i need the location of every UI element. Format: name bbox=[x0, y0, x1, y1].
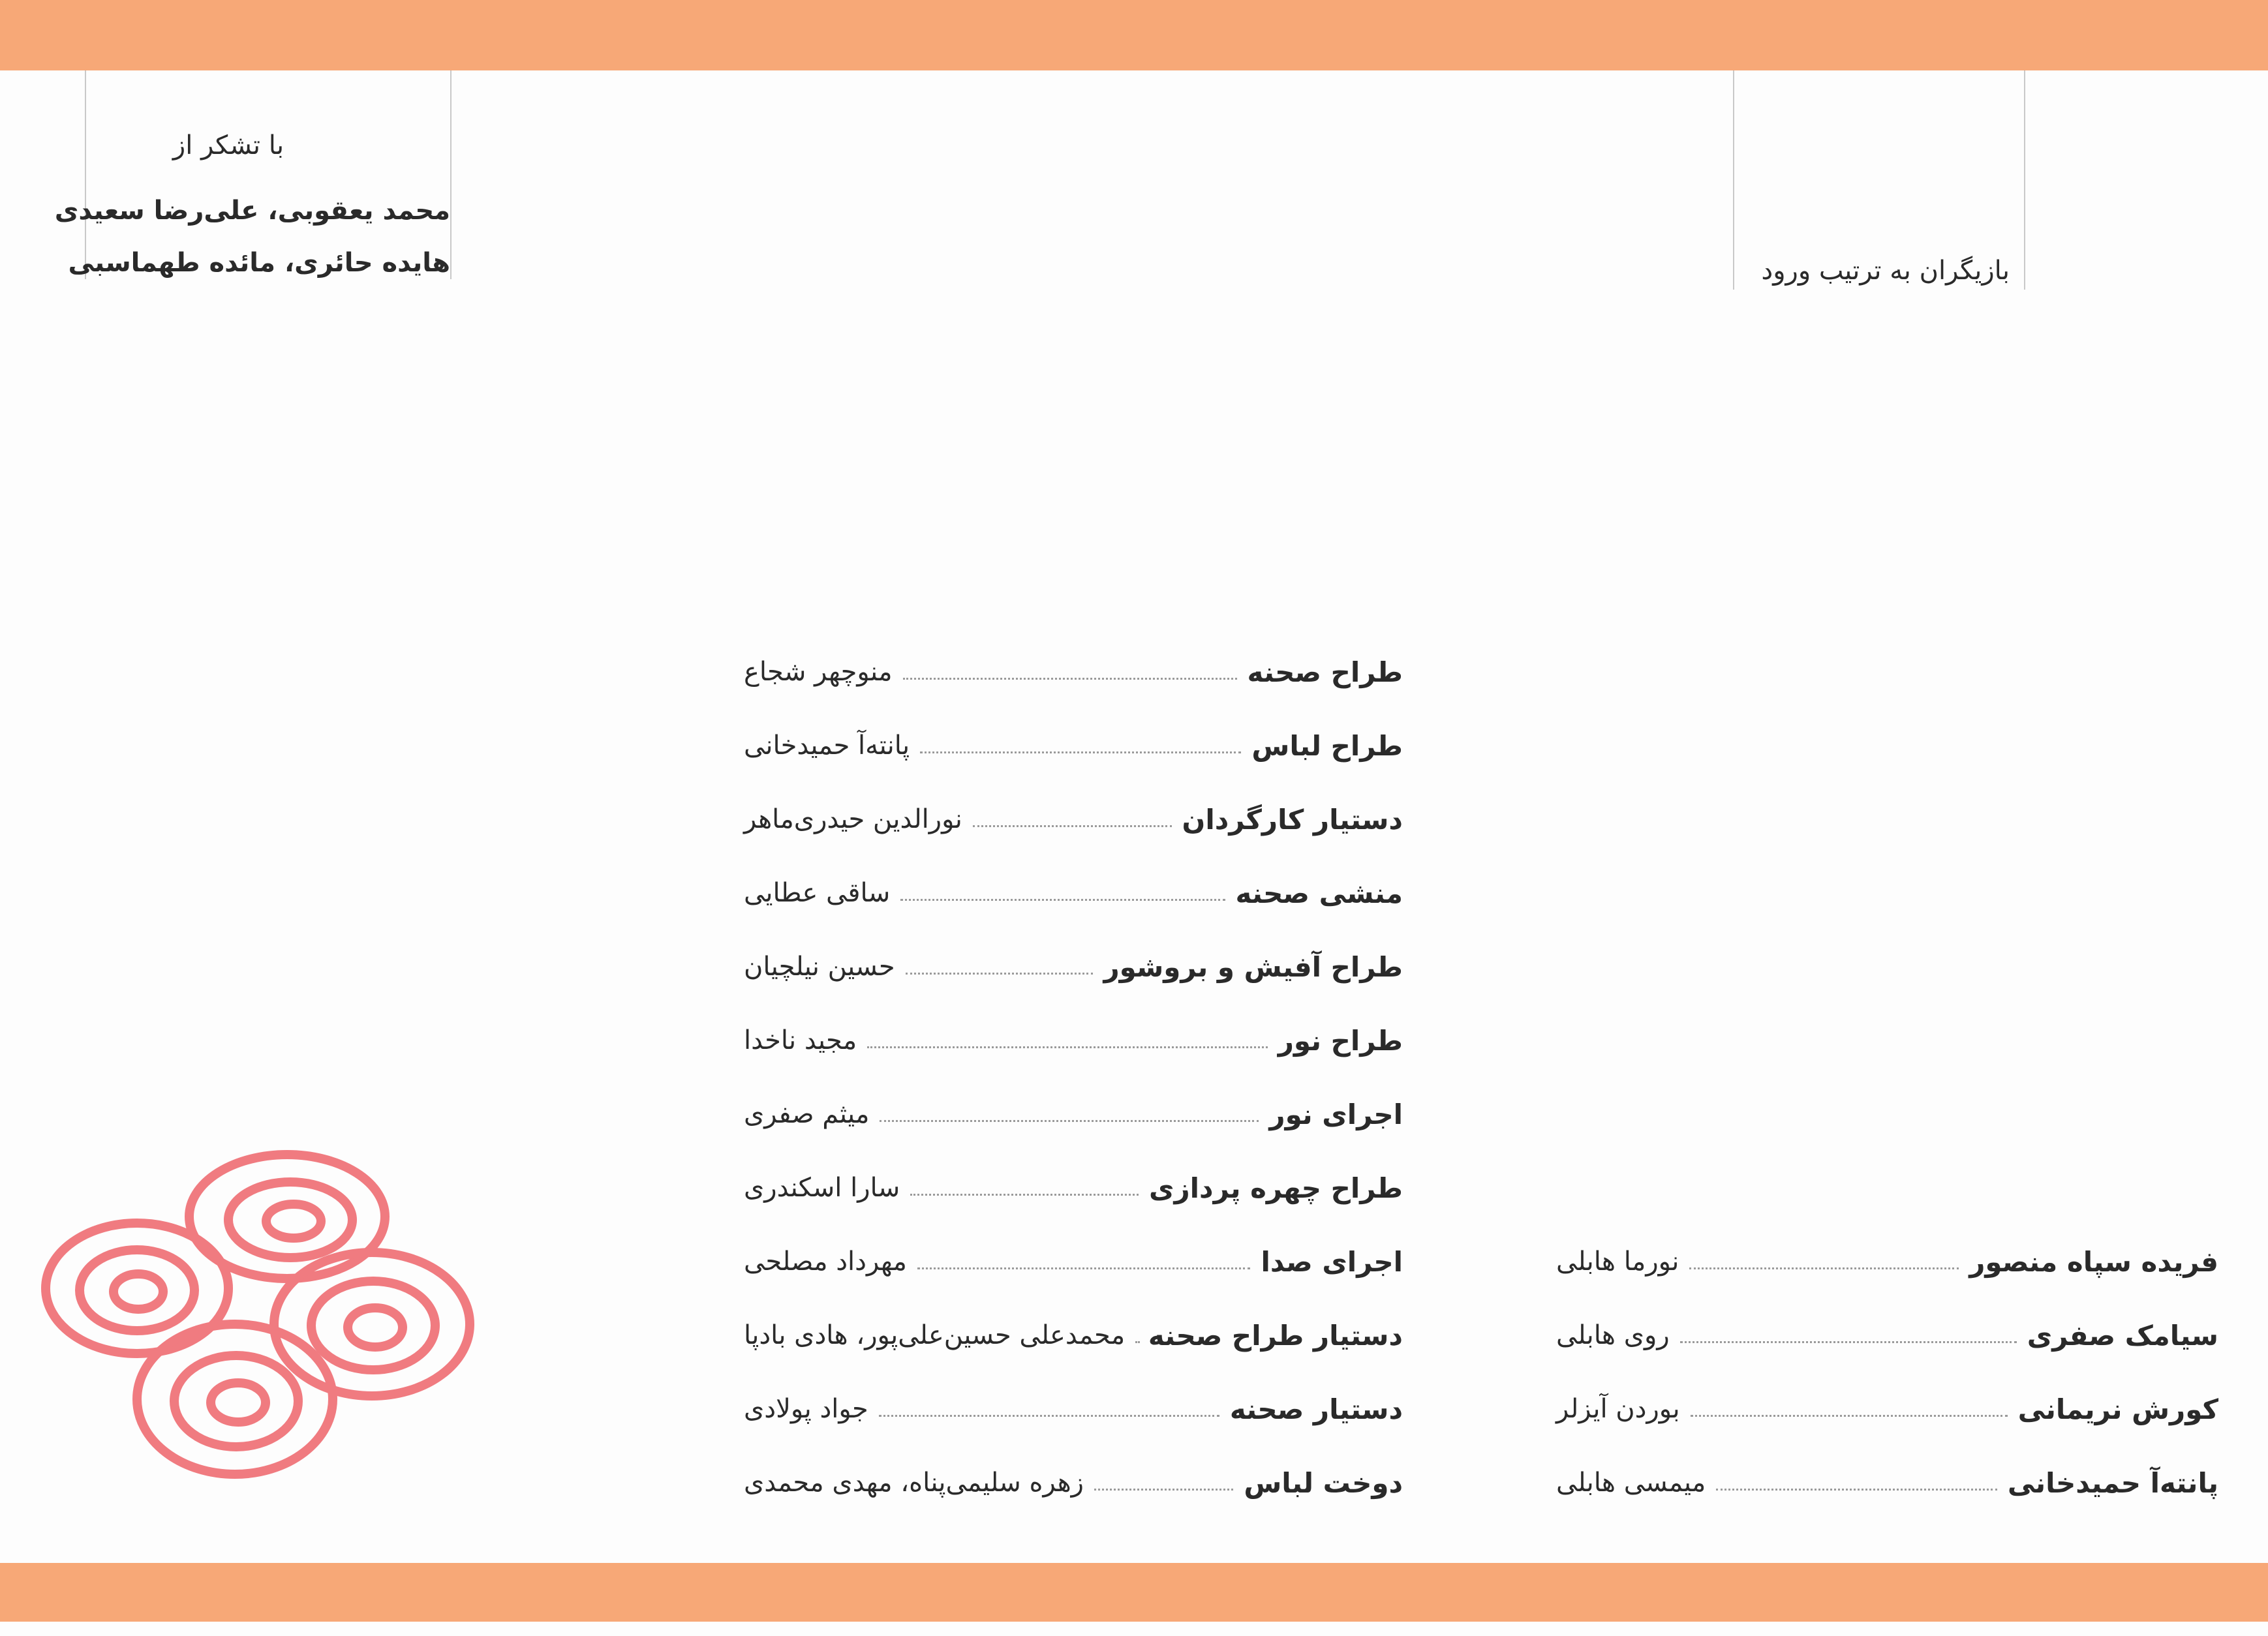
swirl-bottom-icon bbox=[137, 1324, 333, 1474]
crew-person: سارا اسکندری bbox=[744, 1173, 900, 1203]
crew-row bbox=[744, 1168, 1403, 1207]
crew-person: پانته‌آ حمیدخانی bbox=[744, 731, 910, 761]
swirl-right-icon bbox=[274, 1252, 470, 1396]
cast-row bbox=[1556, 1316, 2218, 1355]
crew-role: طراح چهره پردازی bbox=[1148, 1172, 1403, 1204]
top-orange-band bbox=[0, 0, 2268, 70]
crew-role: طراح آفیش و بروشور bbox=[1103, 950, 1403, 983]
cast-row bbox=[1556, 1242, 2218, 1281]
leader-dots bbox=[917, 1267, 1251, 1269]
crew-person: جواد پولادی bbox=[744, 1394, 868, 1424]
crew-role: دستیار طراح صحنه bbox=[1148, 1319, 1403, 1352]
crew-row bbox=[744, 1316, 1403, 1355]
cast-heading: بازیگران به ترتیب ورود bbox=[1761, 256, 2010, 286]
leader-dots bbox=[1094, 1489, 1233, 1491]
crew-role: دستیار کارگردان bbox=[1182, 803, 1403, 836]
bottom-orange-band bbox=[0, 1563, 2268, 1622]
crew-role: دوخت لباس bbox=[1244, 1466, 1403, 1499]
crew-row bbox=[744, 1021, 1403, 1060]
swirl-left-icon bbox=[46, 1223, 228, 1354]
cast-character: بوردن آیزلر bbox=[1556, 1394, 1680, 1424]
thanks-title: با تشکر از bbox=[172, 130, 284, 160]
cast-character: نورما هابلی bbox=[1556, 1247, 1679, 1277]
thanks-right-rule bbox=[450, 70, 452, 279]
crew-role: اجرای صدا bbox=[1261, 1245, 1403, 1278]
cast-character: میمسی هابلی bbox=[1556, 1468, 1706, 1498]
cast-character: روی هابلی bbox=[1556, 1320, 1670, 1350]
leader-dots bbox=[880, 1120, 1259, 1122]
crew-role: منشی صحنه bbox=[1235, 877, 1403, 909]
crew-person: ساقی عطایی bbox=[744, 878, 891, 908]
crew-row bbox=[744, 1242, 1403, 1281]
crew-row bbox=[744, 800, 1403, 839]
crew-row bbox=[744, 1389, 1403, 1429]
crew-person: زهره سلیمی‌پناه، مهدی محمدی bbox=[744, 1468, 1084, 1498]
leader-dots bbox=[1716, 1489, 1997, 1491]
crew-person: حسین نیلچیان bbox=[744, 952, 895, 982]
crew-person: نورالدین حیدری‌ماهر bbox=[744, 804, 962, 834]
thanks-line-2: هایده حائری، مائده طهماسبی bbox=[68, 248, 450, 278]
cast-row bbox=[1556, 1463, 2218, 1502]
crew-row bbox=[744, 947, 1403, 986]
leader-dots bbox=[973, 825, 1172, 827]
crew-row bbox=[744, 1463, 1403, 1502]
crew-person: مهرداد مصلحی bbox=[744, 1247, 907, 1277]
leader-dots bbox=[900, 899, 1225, 901]
crew-role: طراح صحنه bbox=[1247, 656, 1403, 688]
leader-dots bbox=[920, 751, 1241, 753]
swirl-ornament-icon bbox=[39, 1148, 483, 1487]
cast-actor: پانته‌آ حمیدخانی bbox=[2007, 1466, 2218, 1499]
crew-person: منوچهر شجاع bbox=[744, 657, 893, 687]
crew-role: اجرای نور bbox=[1269, 1098, 1403, 1130]
cast-actor: کورش نریمانی bbox=[2017, 1393, 2218, 1425]
leader-dots bbox=[906, 973, 1094, 975]
leader-dots bbox=[867, 1046, 1268, 1048]
crew-role: طراح لباس bbox=[1251, 729, 1403, 762]
crew-person: میثم صفری bbox=[744, 1099, 870, 1129]
crew-person: محمدعلی حسین‌علی‌پور، هادی بادپا bbox=[744, 1320, 1126, 1350]
crew-row bbox=[744, 726, 1403, 765]
leader-dots bbox=[1689, 1267, 1959, 1269]
cast-left-rule bbox=[1733, 70, 1734, 290]
crew-role: طراح نور bbox=[1278, 1024, 1403, 1057]
cast-actor: سیامک صفری bbox=[2027, 1319, 2218, 1352]
crew-person: مجید ناخدا bbox=[744, 1025, 857, 1055]
leader-dots bbox=[879, 1415, 1219, 1417]
crew-row bbox=[744, 873, 1403, 913]
cast-row bbox=[1556, 1389, 2218, 1429]
leader-dots bbox=[910, 1194, 1139, 1196]
cast-actor: فریده سپاه منصور bbox=[1969, 1245, 2218, 1278]
thanks-line-1: محمد یعقوبی، علی‌رضا سعیدی bbox=[54, 196, 450, 226]
leader-dots bbox=[1135, 1341, 1138, 1343]
leader-dots bbox=[903, 678, 1237, 680]
crew-row bbox=[744, 1095, 1403, 1134]
crew-row bbox=[744, 652, 1403, 691]
leader-dots bbox=[1691, 1415, 2008, 1417]
crew-role: دستیار صحنه bbox=[1229, 1393, 1403, 1425]
leader-dots bbox=[1680, 1341, 2017, 1343]
cast-right-rule bbox=[2024, 70, 2025, 290]
